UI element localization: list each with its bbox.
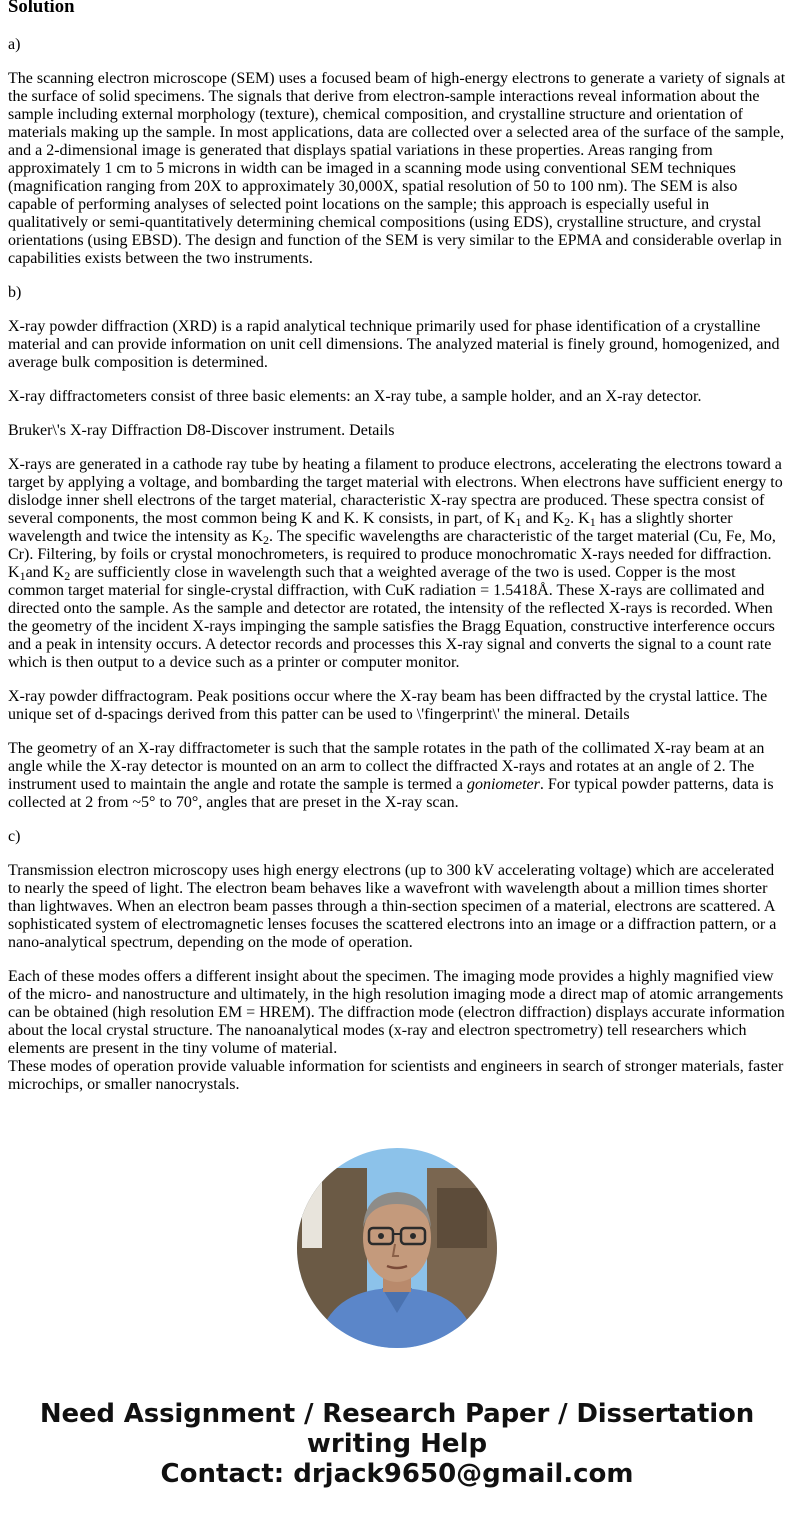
sem-paragraph: The scanning electron microscope (SEM) uses a focused beam of high-energy electrons to generate a variety of signals at the surface of solid specimens. The signals that derive from electron-sample interactions reveal information about the sample including external morphology (texture), chemical composition, and crystalline structure and orientation of materials making up the sample. In most applications, data are collected over a selected area of the surface of the sample, and a 2-dimensional image is generated that displays spatial variations in these properties. Areas ranging from approximately 1 cm to 5 microns in width can be imaged in a scanning mode using conventional SEM techniques (magnification ranging from 20X to approximately 30,000X, spatial resolution of 50 to 100 nm). The SEM is also capable of performing analyses of selected point locations on the sample; this approach is especially useful in qualitatively or semi-quantitatively determining chemical compositions (using EDS), crystalline structure, and crystal orientations (using EBSD). The design and function of the SEM is very similar to the EPMA and considerable overlap in capabilities exists between the two instruments. — [8, 70, 786, 267]
goniometer-term: goniometer — [466, 776, 540, 793]
tem-paragraph: Transmission electron microscopy uses high energy electrons (up to 300 kV accelerating voltage) which are accelerated to nearly the speed of light. The electron beam behaves like a wavefront with wavelength about a million times shorter than lightwaves. When an electron beam passes through a thin-section specimen of a material, electrons are scattered. A sophisticated system of electromagnetic lenses focuses the scattered electrons into an image or a diffraction pattern, or a nano-analytical spectrum, depending on the mode of operation. — [8, 862, 777, 951]
section-c-label: c) — [8, 828, 21, 845]
author-avatar-container — [0, 1148, 794, 1350]
promo-line-2: writing Help — [306, 1429, 488, 1459]
diffractometer-elements-paragraph: X-ray diffractometers consist of three basic elements: an X-ray tube, a sample holder, and an X-ray detector. — [8, 388, 702, 405]
bruker-caption: Bruker\'s X-ray Diffraction D8-Discover instrument. Details — [8, 422, 395, 439]
avatar — [297, 1148, 497, 1348]
tem-modes-paragraph: Each of these modes offers a different insight about the specimen. The imaging mode provides a highly magnified view of the micro- and nanostructure and ultimately, in the high resolution imaging mode a direct map of atomic arrangements can be obtained (high resolution EM = HREM). The diffraction mode (electron diffraction) displays accurate information about the local crystal structure. The nanoanalytical modes (x-ray and electron spectrometry) tell researchers which elements are present in the tiny volume of material. These modes of operation provide valuable information for scientists and engineers in search of stronger materials, faster microchips, or smaller nanocrystals. — [8, 968, 785, 1093]
diffractogram-caption: X-ray powder diffractogram. Peak positions occur where the X-ray beam has been diffracted by the crystal lattice. The unique set of d-spacings derived from this patter can be used to \'fingerprint\' the mineral. Details — [8, 688, 768, 723]
goniometer-paragraph: The geometry of an X-ray diffractometer is such that the sample rotates in the path of the collimated X-ray beam at an angle while the X-ray detector is mounted on an arm to collect the diffracted X-rays and rotates at an angle of 2. The instrument used to maintain the angle and rotate the sample is termed a goniometer. For typical powder patterns, data is collected at 2 from ~5° to 70°, angles that are preset in the X-ray scan. — [8, 740, 774, 811]
section-b-label: b) — [8, 284, 22, 301]
page-title: Solution — [8, 0, 75, 17]
promo-line-1: Need Assignment / Research Paper / Dissertation — [39, 1399, 755, 1429]
section-a-label: a) — [8, 36, 21, 53]
author-portrait — [297, 1148, 497, 1348]
xrd-intro-paragraph: X-ray powder diffraction (XRD) is a rapid analytical technique primarily used for phase identification of a crystalline material and can provide information on unit cell dimensions. The analyzed material is finely ground, homogenized, and average bulk composition is determined. — [8, 318, 780, 371]
promo-contact-line[interactable]: Contact: drjack9650@gmail.com — [160, 1459, 634, 1489]
contact-banner — [0, 1399, 794, 1489]
xray-generation-paragraph: X-rays are generated in a cathode ray tube by heating a filament to produce electrons, accelerating the electrons toward a target by applying a voltage, and bombarding the target material with electrons. When electrons have sufficient energy to dislodge inner shell electrons of the target material, characteristic X-ray spectra are produced. These spectra consist of several components, the most common being K and K. K consists, in part, of $K_1$ and $K_2$. $K_1$ has a slightly shorter wavelength and twice the intensity as $K_2$. The specific wavelengths are characteristic of the target material (Cu, Fe, Mo, Cr). Filtering, by foils or crystal monochrometers, is required to produce monochromatic X-rays needed for diffraction. $K_1and$ $K_2$ are sufficiently close in wavelength such that a weighted average of the two is used. Copper is the most common target material for single-crystal diffraction, with CuK radiation = 1.5418Å. These X-rays are collimated and directed onto the sample. As the sample and detector are rotated, the intensity of the reflected X-rays is recorded. When the geometry of the incident X-rays impinging the sample satisfies the Bragg Equation, constructive interference occurs and a peak in intensity occurs. A detector records and processes this X-ray signal and converts the signal to a count rate which is then output to a device such as a printer or computer monitor. — [8, 456, 783, 671]
